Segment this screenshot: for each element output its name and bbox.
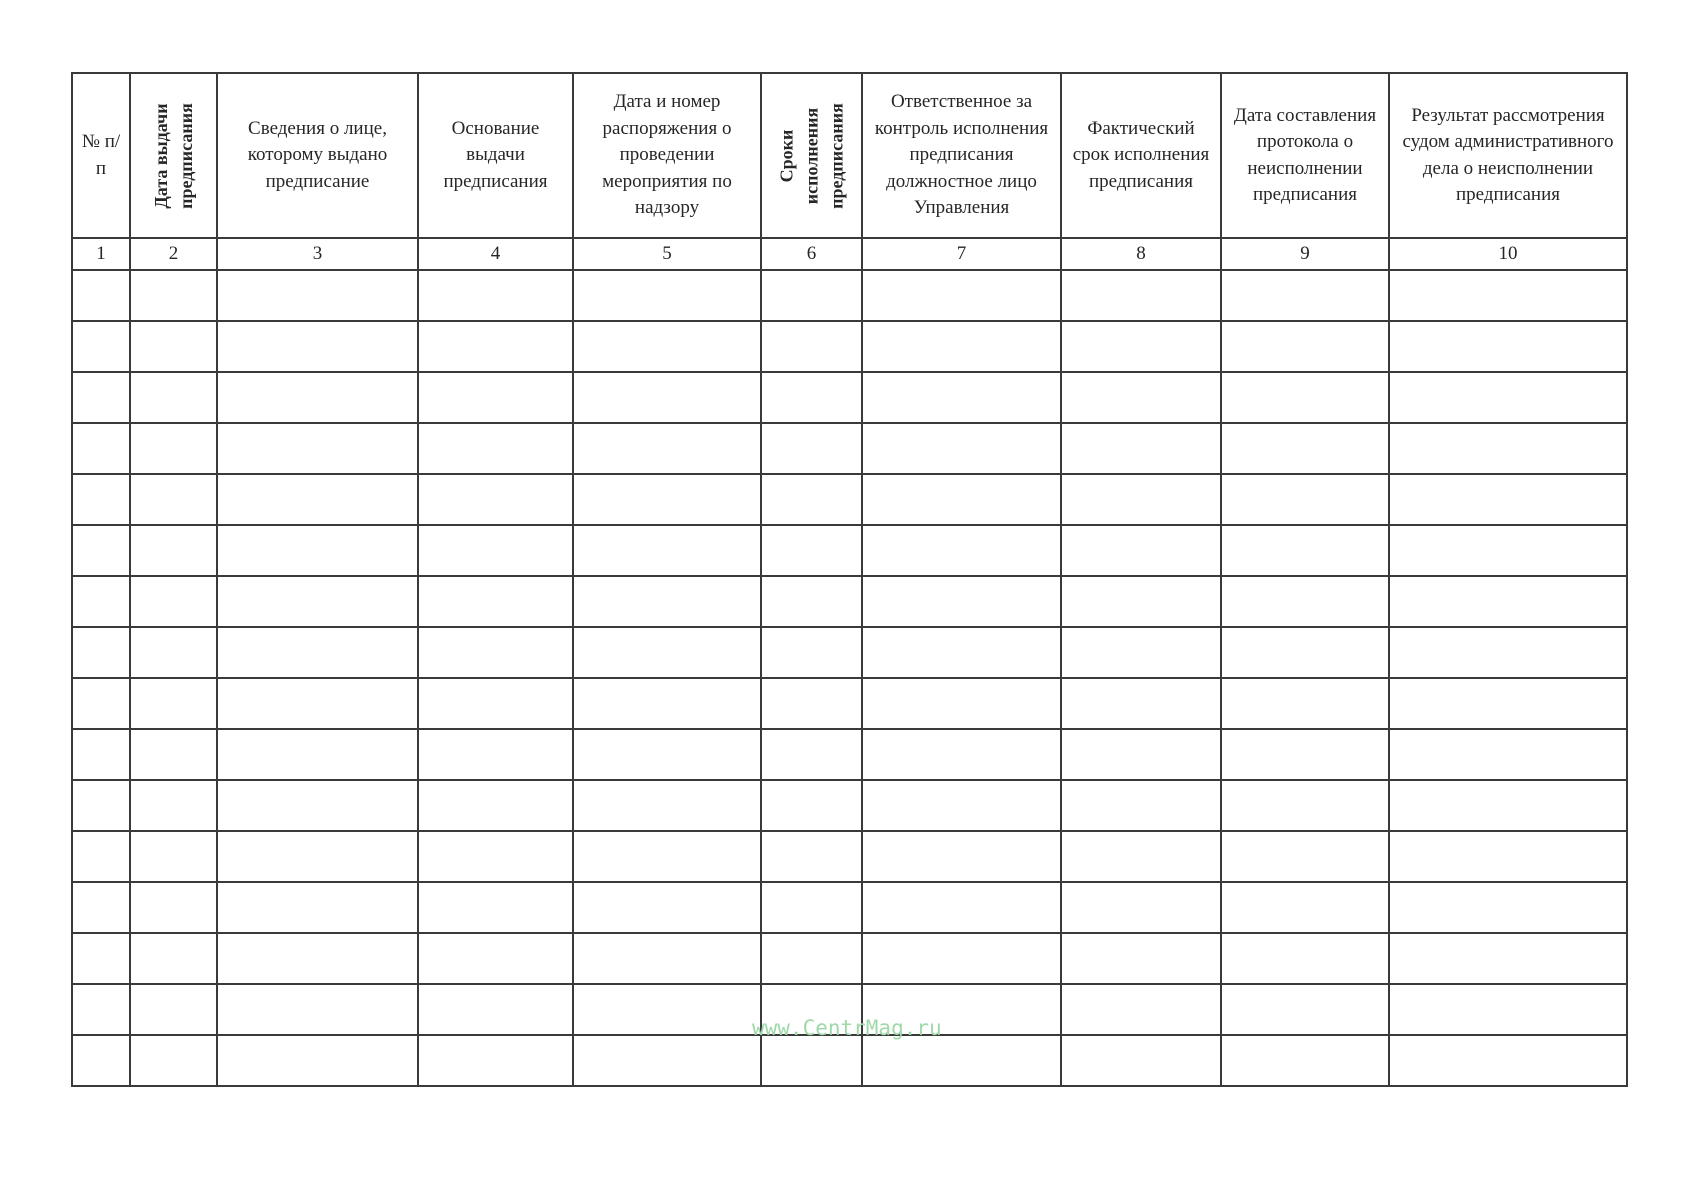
header-cell-person-info xyxy=(217,73,418,238)
empty-cell[interactable] xyxy=(761,627,862,678)
empty-cell[interactable] xyxy=(72,525,130,576)
empty-cell[interactable] xyxy=(862,474,1061,525)
header-text: Фактический срок исполнения предписания xyxy=(1072,117,1210,192)
empty-cell[interactable] xyxy=(1221,882,1389,933)
empty-cell[interactable] xyxy=(72,831,130,882)
empty-cell[interactable] xyxy=(1221,474,1389,525)
empty-cell[interactable] xyxy=(862,423,1061,474)
empty-cell[interactable] xyxy=(1221,372,1389,423)
watermark-text: www.CentrMag.ru xyxy=(752,1016,942,1040)
empty-cell[interactable] xyxy=(130,831,217,882)
empty-cell[interactable] xyxy=(72,321,130,372)
header-row xyxy=(72,73,1627,238)
prescription-register-table xyxy=(71,72,1628,1087)
empty-cell[interactable] xyxy=(1389,729,1627,780)
empty-cell[interactable] xyxy=(418,780,573,831)
empty-cell[interactable] xyxy=(1061,525,1221,576)
column-number: 8 xyxy=(1061,238,1221,270)
empty-cell[interactable] xyxy=(761,576,862,627)
empty-cell[interactable] xyxy=(217,933,418,984)
empty-cell[interactable] xyxy=(761,372,862,423)
empty-cell[interactable] xyxy=(72,474,130,525)
empty-cell[interactable] xyxy=(130,1035,217,1086)
header-cell-number xyxy=(72,73,130,238)
header-text: Дата и номер распоряжения о проведении мероприятия по надзору xyxy=(602,91,732,219)
empty-cell[interactable] xyxy=(418,984,573,1035)
empty-cell[interactable] xyxy=(1221,321,1389,372)
empty-cell[interactable] xyxy=(761,729,862,780)
header-text: № п/п xyxy=(81,131,121,179)
empty-cell[interactable] xyxy=(130,933,217,984)
empty-cell[interactable] xyxy=(72,627,130,678)
empty-cell[interactable] xyxy=(217,372,418,423)
empty-cell[interactable] xyxy=(1221,984,1389,1035)
empty-cell[interactable] xyxy=(1221,780,1389,831)
table-row xyxy=(72,933,1627,984)
table-row xyxy=(72,372,1627,423)
empty-cell[interactable] xyxy=(1061,831,1221,882)
empty-cell[interactable] xyxy=(1061,984,1221,1035)
empty-cell[interactable] xyxy=(217,627,418,678)
table-row xyxy=(72,780,1627,831)
empty-cell[interactable] xyxy=(1389,270,1627,321)
empty-cell[interactable] xyxy=(573,474,761,525)
empty-cell[interactable] xyxy=(573,729,761,780)
empty-cell[interactable] xyxy=(217,423,418,474)
empty-cell[interactable] xyxy=(418,831,573,882)
empty-cell[interactable] xyxy=(217,321,418,372)
empty-cell[interactable] xyxy=(573,780,761,831)
empty-cell[interactable] xyxy=(761,423,862,474)
empty-cell[interactable] xyxy=(130,270,217,321)
empty-cell[interactable] xyxy=(761,1035,862,1086)
empty-cell[interactable] xyxy=(1061,576,1221,627)
empty-cell[interactable] xyxy=(1221,729,1389,780)
empty-cell[interactable] xyxy=(1061,423,1221,474)
empty-cell[interactable] xyxy=(1061,780,1221,831)
empty-cell[interactable] xyxy=(862,525,1061,576)
empty-cell[interactable] xyxy=(1221,1035,1389,1086)
empty-cell[interactable] xyxy=(573,678,761,729)
column-number: 7 xyxy=(862,238,1061,270)
column-number: 4 xyxy=(418,238,573,270)
empty-cell[interactable] xyxy=(573,372,761,423)
empty-cell[interactable] xyxy=(761,678,862,729)
empty-cell[interactable] xyxy=(1221,270,1389,321)
empty-cell[interactable] xyxy=(1389,831,1627,882)
empty-cell[interactable] xyxy=(1389,321,1627,372)
empty-cell[interactable] xyxy=(1389,933,1627,984)
empty-cell[interactable] xyxy=(862,576,1061,627)
empty-cell[interactable] xyxy=(573,321,761,372)
empty-cell[interactable] xyxy=(862,1035,1061,1086)
empty-cell[interactable] xyxy=(862,933,1061,984)
empty-cell[interactable] xyxy=(1061,627,1221,678)
empty-cell[interactable] xyxy=(862,321,1061,372)
empty-cell[interactable] xyxy=(1389,1035,1627,1086)
header-cell-responsible-official xyxy=(862,73,1061,238)
empty-cell[interactable] xyxy=(1389,423,1627,474)
empty-cell[interactable] xyxy=(862,882,1061,933)
empty-cell[interactable] xyxy=(130,576,217,627)
header-text: Сроки исполнения предписания xyxy=(776,102,846,209)
header-text: Основание выдачи предписания xyxy=(443,117,548,192)
header-cell-court-result xyxy=(1389,73,1627,238)
table-row xyxy=(72,1035,1627,1086)
empty-cell[interactable] xyxy=(217,831,418,882)
column-number: 9 xyxy=(1221,238,1389,270)
empty-cell[interactable] xyxy=(1061,1035,1221,1086)
empty-cell[interactable] xyxy=(217,1035,418,1086)
empty-cell[interactable] xyxy=(862,831,1061,882)
empty-cell[interactable] xyxy=(72,423,130,474)
empty-cell[interactable] xyxy=(72,576,130,627)
empty-cell[interactable] xyxy=(217,984,418,1035)
empty-cell[interactable] xyxy=(761,525,862,576)
empty-cell[interactable] xyxy=(1221,831,1389,882)
empty-cell[interactable] xyxy=(130,780,217,831)
empty-cell[interactable] xyxy=(761,474,862,525)
column-number: 6 xyxy=(761,238,862,270)
empty-cell[interactable] xyxy=(1389,780,1627,831)
empty-cell[interactable] xyxy=(1061,270,1221,321)
header-text: Дата выдачи предписания xyxy=(150,102,196,209)
header-text: Ответственное за контроль исполнения предписания должностное лицо Управления xyxy=(874,91,1049,219)
header-text: Результат рассмотрения судом административного дела о неисполнении предписания xyxy=(1402,104,1614,205)
empty-cell[interactable] xyxy=(1221,933,1389,984)
empty-cell[interactable] xyxy=(761,933,862,984)
empty-cell[interactable] xyxy=(217,270,418,321)
empty-cell[interactable] xyxy=(72,729,130,780)
empty-cell[interactable] xyxy=(573,525,761,576)
empty-cell[interactable] xyxy=(72,933,130,984)
empty-cell[interactable] xyxy=(573,423,761,474)
empty-cell[interactable] xyxy=(862,678,1061,729)
empty-cell[interactable] xyxy=(217,678,418,729)
empty-cell[interactable] xyxy=(217,576,418,627)
empty-cell[interactable] xyxy=(130,882,217,933)
empty-cell[interactable] xyxy=(217,882,418,933)
empty-cell[interactable] xyxy=(1221,627,1389,678)
table-body xyxy=(72,270,1627,1086)
empty-cell[interactable] xyxy=(1061,729,1221,780)
empty-cell[interactable] xyxy=(761,321,862,372)
empty-cell[interactable] xyxy=(72,984,130,1035)
empty-cell[interactable] xyxy=(418,423,573,474)
empty-cell[interactable] xyxy=(72,270,130,321)
empty-cell[interactable] xyxy=(418,576,573,627)
table-row xyxy=(72,321,1627,372)
empty-cell[interactable] xyxy=(418,474,573,525)
table-row xyxy=(72,474,1627,525)
empty-cell[interactable] xyxy=(72,678,130,729)
empty-cell[interactable] xyxy=(72,372,130,423)
empty-cell[interactable] xyxy=(418,678,573,729)
empty-cell[interactable] xyxy=(573,1035,761,1086)
empty-cell[interactable] xyxy=(1389,576,1627,627)
empty-cell[interactable] xyxy=(418,270,573,321)
empty-cell[interactable] xyxy=(1061,474,1221,525)
empty-cell[interactable] xyxy=(1061,372,1221,423)
table-row xyxy=(72,729,1627,780)
empty-cell[interactable] xyxy=(573,933,761,984)
empty-cell[interactable] xyxy=(130,678,217,729)
table-row xyxy=(72,678,1627,729)
empty-cell[interactable] xyxy=(130,729,217,780)
empty-cell[interactable] xyxy=(862,780,1061,831)
empty-cell[interactable] xyxy=(761,780,862,831)
empty-cell[interactable] xyxy=(1389,474,1627,525)
empty-cell[interactable] xyxy=(862,270,1061,321)
table-row xyxy=(72,270,1627,321)
column-number: 10 xyxy=(1389,238,1627,270)
column-number: 3 xyxy=(217,238,418,270)
empty-cell[interactable] xyxy=(217,780,418,831)
column-number: 2 xyxy=(130,238,217,270)
empty-cell[interactable] xyxy=(72,1035,130,1086)
table-row xyxy=(72,576,1627,627)
empty-cell[interactable] xyxy=(418,321,573,372)
empty-cell[interactable] xyxy=(418,729,573,780)
empty-cell[interactable] xyxy=(130,372,217,423)
empty-cell[interactable] xyxy=(1221,525,1389,576)
empty-cell[interactable] xyxy=(1061,321,1221,372)
table-row xyxy=(72,882,1627,933)
empty-cell[interactable] xyxy=(862,372,1061,423)
empty-cell[interactable] xyxy=(1061,882,1221,933)
table-row xyxy=(72,627,1627,678)
header-text: Сведения о лице, которому выдано предписание xyxy=(247,117,388,192)
empty-cell[interactable] xyxy=(130,321,217,372)
header-cell-basis xyxy=(418,73,573,238)
header-cell-order-date-number xyxy=(573,73,761,238)
empty-cell[interactable] xyxy=(761,831,862,882)
table-row xyxy=(72,423,1627,474)
empty-cell[interactable] xyxy=(573,270,761,321)
empty-cell[interactable] xyxy=(1389,372,1627,423)
empty-cell[interactable] xyxy=(573,627,761,678)
empty-cell[interactable] xyxy=(761,270,862,321)
empty-cell[interactable] xyxy=(418,372,573,423)
header-cell-protocol-date xyxy=(1221,73,1389,238)
empty-cell[interactable] xyxy=(1389,882,1627,933)
empty-cell[interactable] xyxy=(862,729,1061,780)
empty-cell[interactable] xyxy=(130,525,217,576)
empty-cell[interactable] xyxy=(1389,627,1627,678)
empty-cell[interactable] xyxy=(418,627,573,678)
empty-cell[interactable] xyxy=(72,882,130,933)
empty-cell[interactable] xyxy=(573,882,761,933)
empty-cell[interactable] xyxy=(1389,984,1627,1035)
empty-cell[interactable] xyxy=(217,729,418,780)
empty-cell[interactable] xyxy=(862,627,1061,678)
empty-cell[interactable] xyxy=(418,1035,573,1086)
empty-cell[interactable] xyxy=(217,525,418,576)
empty-cell[interactable] xyxy=(1221,423,1389,474)
empty-cell[interactable] xyxy=(1389,678,1627,729)
empty-cell[interactable] xyxy=(1061,678,1221,729)
empty-cell[interactable] xyxy=(130,627,217,678)
empty-cell[interactable] xyxy=(418,933,573,984)
register-form xyxy=(71,72,1628,1087)
empty-cell[interactable] xyxy=(1221,678,1389,729)
empty-cell[interactable] xyxy=(130,984,217,1035)
header-text: Дата составления протокола о неисполнении предписания xyxy=(1233,104,1377,205)
empty-cell[interactable] xyxy=(573,984,761,1035)
empty-cell[interactable] xyxy=(573,576,761,627)
empty-cell[interactable] xyxy=(418,882,573,933)
empty-cell[interactable] xyxy=(1221,576,1389,627)
empty-cell[interactable] xyxy=(418,525,573,576)
column-number: 1 xyxy=(72,238,130,270)
empty-cell[interactable] xyxy=(130,423,217,474)
empty-cell[interactable] xyxy=(130,474,217,525)
empty-cell[interactable] xyxy=(217,474,418,525)
header-cell-actual-term xyxy=(1061,73,1221,238)
empty-cell[interactable] xyxy=(1389,525,1627,576)
header-cell-deadline xyxy=(761,73,862,238)
table-row xyxy=(72,831,1627,882)
header-cell-issue-date xyxy=(130,73,217,238)
column-number-row xyxy=(72,238,1627,270)
empty-cell[interactable] xyxy=(72,780,130,831)
empty-cell[interactable] xyxy=(1061,933,1221,984)
table-row xyxy=(72,525,1627,576)
empty-cell[interactable] xyxy=(761,882,862,933)
column-number: 5 xyxy=(573,238,761,270)
empty-cell[interactable] xyxy=(573,831,761,882)
